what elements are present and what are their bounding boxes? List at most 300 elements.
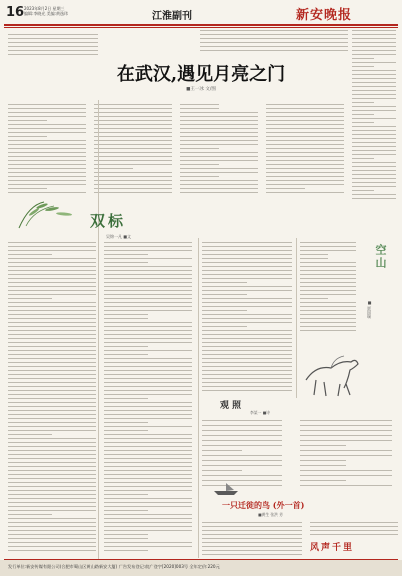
text-line (104, 530, 192, 531)
text-line (300, 455, 392, 456)
text-line (8, 322, 96, 323)
text-line (352, 78, 396, 79)
text-line (202, 266, 292, 267)
text-line (180, 168, 258, 169)
text-line (352, 174, 396, 175)
text-line (8, 422, 96, 423)
text-line (94, 188, 172, 189)
text-line (94, 164, 172, 165)
text-line (202, 542, 302, 543)
column-divider (198, 238, 199, 558)
text-line (202, 378, 292, 379)
text-line (8, 450, 96, 451)
text-line (8, 124, 86, 125)
text-line (180, 192, 258, 193)
text-line (180, 104, 219, 105)
header-rule-thin (4, 27, 398, 28)
text-line (202, 314, 292, 315)
text-line (94, 108, 172, 109)
text-line (266, 176, 344, 177)
text-line (300, 310, 356, 311)
text-line (8, 278, 96, 279)
text-line (104, 434, 192, 435)
text-line (352, 178, 396, 179)
text-line (104, 402, 192, 403)
text-line (8, 414, 96, 415)
text-line (352, 162, 396, 163)
text-line (104, 270, 192, 271)
text-line (104, 442, 192, 443)
text-line (104, 374, 192, 375)
text-line (104, 310, 192, 311)
text-line (352, 46, 396, 47)
text-line (8, 54, 98, 55)
text-line (94, 176, 172, 177)
text-line (300, 274, 356, 275)
text-line (266, 152, 344, 153)
text-line (8, 242, 96, 243)
text-line (266, 192, 344, 193)
text-line (352, 186, 396, 187)
text-line (104, 358, 192, 359)
text-line (202, 326, 247, 327)
text-line (202, 286, 292, 287)
text-line (8, 446, 96, 447)
text-line (104, 498, 192, 499)
text-line (104, 430, 148, 431)
article-title: 在武汉,遇见月亮之门 (116, 64, 286, 85)
text-line (352, 118, 396, 119)
text-line (310, 522, 398, 523)
text-line (300, 286, 356, 287)
section-title-yizhi: 一只迁徙的鸟 (外一首) (222, 500, 305, 510)
text-line (8, 366, 96, 367)
text-line (94, 136, 172, 137)
text-line (266, 160, 344, 161)
text-line (8, 390, 96, 391)
text-line (104, 546, 192, 547)
text-line (300, 258, 328, 259)
text-line (104, 502, 192, 503)
text-line (202, 282, 247, 283)
text-line (180, 148, 219, 149)
text-line (352, 134, 396, 135)
text-line (8, 442, 96, 443)
text-line (352, 110, 396, 111)
text-line (94, 180, 172, 181)
text-line (202, 386, 292, 387)
text-line (266, 112, 344, 113)
text-line (104, 274, 192, 275)
text-line (202, 465, 282, 466)
section-name: 江淮副刊 (152, 11, 192, 22)
text-line (104, 446, 192, 447)
text-line (8, 266, 96, 267)
text-line (8, 502, 96, 503)
text-line (300, 270, 356, 271)
text-line (8, 164, 86, 165)
text-line (8, 434, 52, 435)
text-line (202, 382, 292, 383)
text-line (202, 246, 292, 247)
text-line (200, 30, 348, 31)
text-line (352, 90, 396, 91)
text-line (266, 136, 344, 137)
text-line (104, 470, 192, 471)
footer-text: 发行单位:新安传媒有限公司(合肥市蜀山区黄山路新安大厦) 广告发布登记:皖广登字[2020]003号 全年定价:220元 (8, 564, 220, 569)
text-line (180, 176, 219, 177)
text-line (202, 302, 292, 303)
text-line (202, 435, 282, 436)
text-line (352, 182, 396, 183)
text-line (104, 438, 192, 439)
text-line (104, 550, 148, 551)
text-line (104, 542, 192, 543)
text-line (352, 70, 396, 71)
text-line (8, 46, 98, 47)
text-line (352, 194, 396, 195)
text-line (104, 262, 148, 263)
text-line (104, 474, 192, 475)
text-line (104, 350, 192, 351)
text-line (8, 522, 96, 523)
text-line (300, 250, 356, 251)
text-line (104, 330, 192, 331)
text-line (104, 354, 148, 355)
text-line (8, 128, 86, 129)
text-line (266, 180, 344, 181)
text-line (300, 282, 356, 283)
text-line (8, 108, 86, 109)
text-line (8, 394, 96, 395)
text-line (8, 104, 86, 105)
text-line (8, 34, 98, 35)
text-line (104, 362, 192, 363)
text-line (352, 130, 396, 131)
text-line (202, 546, 302, 547)
text-line (104, 398, 148, 399)
text-line (8, 302, 96, 303)
text-line (8, 542, 96, 543)
text-line (8, 494, 96, 495)
text-line (202, 522, 302, 523)
text-line (104, 510, 148, 511)
text-line (8, 482, 96, 483)
text-line (180, 160, 258, 161)
text-line (202, 390, 292, 391)
text-line (8, 310, 96, 311)
text-line (202, 338, 292, 339)
text-line (202, 475, 282, 476)
text-line (202, 274, 292, 275)
text-line (8, 160, 86, 161)
text-line (94, 184, 172, 185)
text-line (352, 66, 374, 67)
text-line (104, 426, 192, 427)
text-line (8, 262, 96, 263)
text-line (202, 250, 292, 251)
section-title-fengshengqianli: 风声千里 (310, 543, 355, 553)
text-line (8, 258, 96, 259)
text-line (202, 374, 292, 375)
text-line (352, 102, 374, 103)
text-line (104, 486, 192, 487)
text-line (200, 34, 348, 35)
text-line (8, 426, 96, 427)
text-line (8, 474, 96, 475)
text-line (94, 120, 172, 121)
text-line (104, 422, 148, 423)
text-line (266, 120, 344, 121)
text-line (300, 435, 392, 436)
text-line (8, 176, 86, 177)
text-line (94, 140, 172, 141)
text-line (94, 148, 172, 149)
text-line (180, 116, 258, 117)
text-line (104, 514, 192, 515)
text-line (266, 140, 344, 141)
text-line (8, 120, 47, 121)
text-line (266, 116, 344, 117)
text-line (8, 168, 86, 169)
text-line (8, 378, 96, 379)
text-line (202, 362, 292, 363)
text-line (352, 150, 396, 151)
text-line (8, 386, 96, 387)
text-line (8, 398, 96, 399)
text-line (8, 330, 96, 331)
text-line (300, 314, 356, 315)
text-line (352, 38, 396, 39)
text-line (104, 266, 192, 267)
text-line (310, 530, 398, 531)
text-line (104, 378, 192, 379)
text-line (266, 156, 344, 157)
text-line (8, 318, 96, 319)
text-line (104, 418, 192, 419)
text-line (180, 124, 258, 125)
text-line (202, 298, 292, 299)
text-line (202, 318, 292, 319)
text-line (202, 550, 302, 551)
text-line (202, 370, 292, 371)
text-line (94, 132, 172, 133)
text-line (8, 430, 96, 431)
text-line (104, 522, 192, 523)
text-line (202, 306, 292, 307)
text-line (8, 192, 86, 193)
text-line (8, 410, 96, 411)
text-line (266, 168, 344, 169)
text-line (94, 128, 172, 129)
text-line (8, 274, 96, 275)
text-line (104, 454, 192, 455)
text-line (352, 86, 396, 87)
text-line (202, 270, 292, 271)
text-line (8, 346, 96, 347)
text-line (310, 526, 398, 527)
text-line (8, 490, 96, 491)
text-line (180, 156, 258, 157)
text-line (104, 246, 192, 247)
text-line (352, 166, 396, 167)
text-line (8, 42, 98, 43)
text-line (180, 172, 258, 173)
text-line (94, 124, 172, 125)
text-line (352, 98, 396, 99)
text-line (300, 242, 356, 243)
text-line (300, 254, 328, 255)
text-line (180, 112, 258, 113)
text-line (202, 262, 292, 263)
text-line (8, 350, 96, 351)
text-line (300, 298, 328, 299)
text-line (200, 42, 348, 43)
header-meta (24, 6, 68, 16)
text-line (352, 62, 396, 63)
text-line (180, 180, 258, 181)
text-line (300, 445, 346, 446)
text-line (352, 106, 396, 107)
text-line (8, 486, 96, 487)
text-line (180, 184, 258, 185)
text-line (8, 112, 86, 113)
text-line (300, 290, 356, 291)
text-line (104, 334, 192, 335)
text-line (202, 242, 292, 243)
text-line (104, 278, 192, 279)
text-line (202, 366, 292, 367)
text-line (352, 154, 396, 155)
text-line (8, 38, 98, 39)
text-line (300, 450, 392, 451)
text-line (352, 146, 396, 147)
text-line (300, 246, 356, 247)
text-line (8, 254, 52, 255)
text-line (8, 116, 86, 117)
text-line (300, 266, 356, 267)
text-line (202, 322, 292, 323)
text-line (352, 126, 396, 127)
text-line (8, 402, 96, 403)
text-line (8, 282, 96, 283)
text-line (300, 485, 392, 486)
text-line (104, 294, 192, 295)
text-line (180, 136, 258, 137)
text-line (8, 298, 52, 299)
text-line (8, 470, 96, 471)
text-line (104, 298, 192, 299)
text-line (200, 46, 348, 47)
text-line (202, 425, 282, 426)
text-line (104, 286, 192, 287)
text-line (104, 494, 148, 495)
text-line (202, 538, 302, 539)
text-line (300, 425, 392, 426)
text-line (352, 190, 374, 191)
text-line (202, 450, 242, 451)
section-title-guanzhao: 观照 (220, 401, 245, 411)
text-line (310, 534, 398, 535)
text-line (104, 290, 192, 291)
text-line (94, 104, 172, 105)
text-line (202, 350, 292, 351)
text-line (104, 342, 192, 343)
text-line (266, 144, 344, 145)
text-line (352, 122, 374, 123)
text-line (104, 414, 192, 415)
text-line (202, 330, 292, 331)
text-line (8, 306, 96, 307)
text-line (94, 156, 172, 157)
text-line (300, 430, 392, 431)
text-line (8, 172, 86, 173)
page-number: 16 (6, 5, 25, 20)
text-line (8, 290, 96, 291)
text-line (104, 386, 192, 387)
text-line (352, 138, 396, 139)
text-line (202, 358, 292, 359)
text-line (8, 362, 96, 363)
text-line (202, 420, 282, 421)
text-line (104, 490, 192, 491)
text-line (180, 108, 219, 109)
text-line (352, 94, 396, 95)
text-line (266, 104, 344, 105)
text-line (8, 342, 96, 343)
text-line (352, 82, 396, 83)
text-line (8, 246, 96, 247)
text-line (104, 282, 192, 283)
text-line (8, 50, 98, 51)
text-line (104, 482, 192, 483)
text-line (300, 470, 392, 471)
text-line (104, 518, 192, 519)
text-line (8, 270, 96, 271)
text-line (104, 322, 192, 323)
column-divider (98, 100, 99, 560)
text-line (8, 136, 47, 137)
text-line (202, 455, 282, 456)
text-line (104, 450, 192, 451)
text-line (352, 170, 396, 171)
text-line (104, 338, 192, 339)
text-line (202, 310, 247, 311)
text-line (202, 258, 292, 259)
text-line (8, 418, 96, 419)
text-line (8, 526, 96, 527)
text-line (104, 394, 192, 395)
text-line (8, 438, 96, 439)
text-line (8, 132, 86, 133)
text-line (104, 462, 192, 463)
text-line (8, 156, 86, 157)
text-line (8, 144, 86, 145)
section-title-kongshan: 空山 (374, 244, 387, 270)
text-line (94, 168, 133, 169)
section-author-yizhi: ■黄生 张洪 芳 (258, 512, 283, 517)
text-line (8, 466, 96, 467)
text-line (266, 132, 344, 133)
text-line (180, 128, 258, 129)
text-line (202, 554, 302, 555)
text-line (8, 534, 96, 535)
text-line (352, 50, 396, 51)
text-line (266, 108, 344, 109)
section-author-kongshan: ■ 贾国瑞 (367, 300, 372, 319)
text-line (94, 172, 172, 173)
text-line (104, 254, 148, 255)
